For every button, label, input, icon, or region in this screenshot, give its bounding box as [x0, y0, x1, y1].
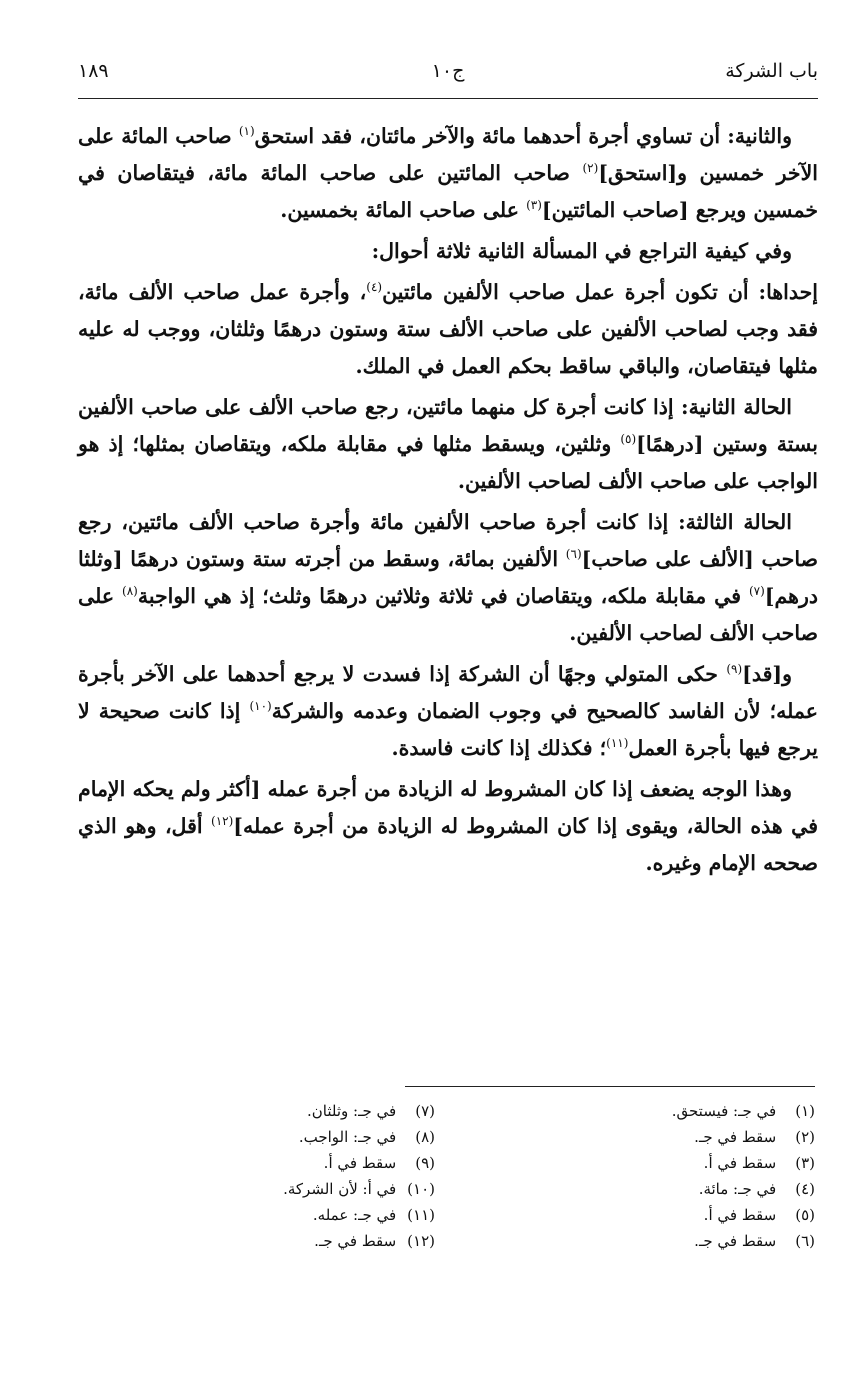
paragraph [78, 274, 818, 385]
footnote-number: (١٢) [407, 1232, 435, 1250]
paragraph-text: في مقابلة ملكه، ويتقاصان في ثلاثة وثلاثين درهمًا وثلث؛ إذ هي الواجبة [137, 584, 749, 608]
footnote-text: في جـ: فيستحق. [671, 1102, 777, 1120]
footnote-number: (٣) [795, 1154, 815, 1172]
footnote [525, 1124, 815, 1150]
paragraph [78, 233, 818, 270]
footnote [145, 1228, 435, 1254]
footnote-rule [405, 1086, 815, 1087]
footnote-column-left [145, 1098, 435, 1254]
footnote-number: (٢) [795, 1128, 815, 1146]
footnote-number: (٨) [415, 1128, 435, 1146]
footnote-reference: (٣) [526, 198, 542, 213]
paragraph-text: أقل، وهو الذي صححه الإمام وغيره. [78, 814, 818, 875]
footnote [525, 1098, 815, 1124]
main-text [78, 118, 818, 886]
footnote-number: (٥) [795, 1206, 815, 1224]
footnote [145, 1176, 435, 1202]
footnote-number: (٦) [795, 1232, 815, 1250]
footnote-text: في جـ: وثلثان. [307, 1102, 397, 1120]
footnote-reference: (١٠) [249, 699, 272, 714]
footnote-reference: (٧) [748, 584, 765, 599]
footnote-text: في جـ: الواجب. [298, 1128, 397, 1146]
paragraph-text: الحالة الثانية: إذا كانت أجرة كل منهما مائتين، رجع صاحب الألف على صاحب الألفين بستة وستين [درهمًا] [78, 395, 818, 456]
paragraph-text: والثانية: أن تساوي أجرة أحدهما مائة والآخر مائتان، فقد استحق [254, 124, 792, 148]
footnote-reference: (١) [238, 124, 255, 139]
footnote-number: (١) [795, 1102, 815, 1120]
footnote [145, 1098, 435, 1124]
paragraph-text: على صاحب المائة بخمسين. [280, 198, 527, 222]
volume-label: ج١٠ [431, 60, 465, 82]
footnote [145, 1124, 435, 1150]
footnote-text: سقط في جـ. [694, 1128, 777, 1146]
paragraph-text: إذا كانت صحيحة لا يرجع فيها بأجرة العمل [78, 699, 818, 760]
footnotes [200, 1098, 815, 1288]
footnote-number: (٩) [415, 1154, 435, 1172]
paragraph-text: ، وأجرة عمل صاحب الألف مائة، فقد وجب لصاحب الألفين على صاحب الألف ستة وستون درهمًا وثلثان، ووجب له عليه مثلها فيتقاصان، والباقي ساقط بحكم العمل في الملك. [78, 280, 818, 378]
paragraph [78, 389, 818, 500]
running-header [78, 60, 818, 90]
paragraph-text: الألفين بمائة، وسقط من أجرته ستة وستون درهمًا [وثلثا درهم] [78, 547, 818, 608]
footnote-reference: (٨) [122, 584, 138, 599]
footnote-reference: (٤) [366, 280, 383, 295]
footnote-text: في أ: لأن الشركة. [283, 1180, 397, 1198]
page-number: ١٨٩ [78, 60, 109, 82]
footnote-reference: (٦) [565, 547, 582, 562]
footnote [145, 1150, 435, 1176]
footnote-text: سقط في أ. [703, 1154, 777, 1172]
footnote-text: سقط في أ. [703, 1206, 777, 1224]
footnote-reference: (١٢) [211, 814, 234, 829]
footnote [145, 1202, 435, 1228]
paragraph-text: على صاحب الألف لصاحب الألفين. [78, 584, 818, 645]
paragraph-text: إحداها: أن تكون أجرة عمل صاحب الألفين مائتين [382, 280, 818, 304]
footnote-text: في جـ: مائة. [698, 1180, 777, 1198]
footnote [525, 1202, 815, 1228]
footnote-text: في جـ: عمله. [312, 1206, 397, 1224]
footnote-reference: (١١) [606, 736, 629, 751]
footnote-number: (٧) [415, 1102, 435, 1120]
paragraph-text: الحالة الثالثة: إذا كانت أجرة صاحب الألفين مائة وأجرة صاحب الألف مائتين، رجع صاحب [الألف على صاحب] [78, 510, 818, 571]
paragraph-text: صاحب المائة على الآخر خمسين و[استحق] [78, 124, 818, 185]
paragraph [78, 504, 818, 652]
paragraph [78, 656, 818, 767]
footnote-number: (١١) [407, 1206, 435, 1224]
footnote [525, 1228, 815, 1254]
footnote-text: سقط في جـ. [314, 1232, 397, 1250]
paragraph [78, 771, 818, 882]
paragraph [78, 118, 818, 229]
footnote-text: سقط في أ. [323, 1154, 397, 1172]
paragraph-text: وهذا الوجه يضعف إذا كان المشروط له الزيادة من أجرة عمله [أكثر ولم يحكه الإمام في هذه الحالة، ويقوى إذا كان المشروط له الزيادة من أجرة عمله] [78, 777, 818, 838]
footnote-number: (٤) [795, 1180, 815, 1198]
header-rule [78, 98, 818, 99]
paragraph-text: وفي كيفية التراجع في المسألة الثانية ثلاثة أحوال: [371, 239, 792, 263]
footnote [525, 1176, 815, 1202]
footnote [525, 1150, 815, 1176]
footnote-number: (١٠) [407, 1180, 435, 1198]
footnote-reference: (٥) [620, 432, 637, 447]
paragraph-text: و[قد] [742, 662, 792, 686]
paragraph-text: حكى المتولي وجهًا أن الشركة إذا فسدت لا يرجع أحدهما على الآخر بأجرة عمله؛ لأن الفاسد كالصحيح في وجوب الضمان وعدمه والشركة [78, 662, 818, 723]
footnote-reference: (٩) [726, 662, 743, 677]
paragraph-text: صاحب المائتين على صاحب المائة مائة، فيتقاصان في خمسين ويرجع [صاحب المائتين] [78, 161, 818, 222]
paragraph-text: وثلثين، ويسقط مثلها في مقابلة ملكه، ويتقاصان بمثلها؛ إذ هو الواجب على صاحب الألف لصاحب الألفين. [78, 432, 818, 493]
footnote-column-right [525, 1098, 815, 1254]
paragraph-text: ؛ فكذلك إذا كانت فاسدة. [391, 736, 607, 760]
footnote-reference: (٢) [582, 161, 599, 176]
section-title: باب الشركة [725, 60, 818, 82]
footnote-text: سقط في جـ. [694, 1232, 777, 1250]
